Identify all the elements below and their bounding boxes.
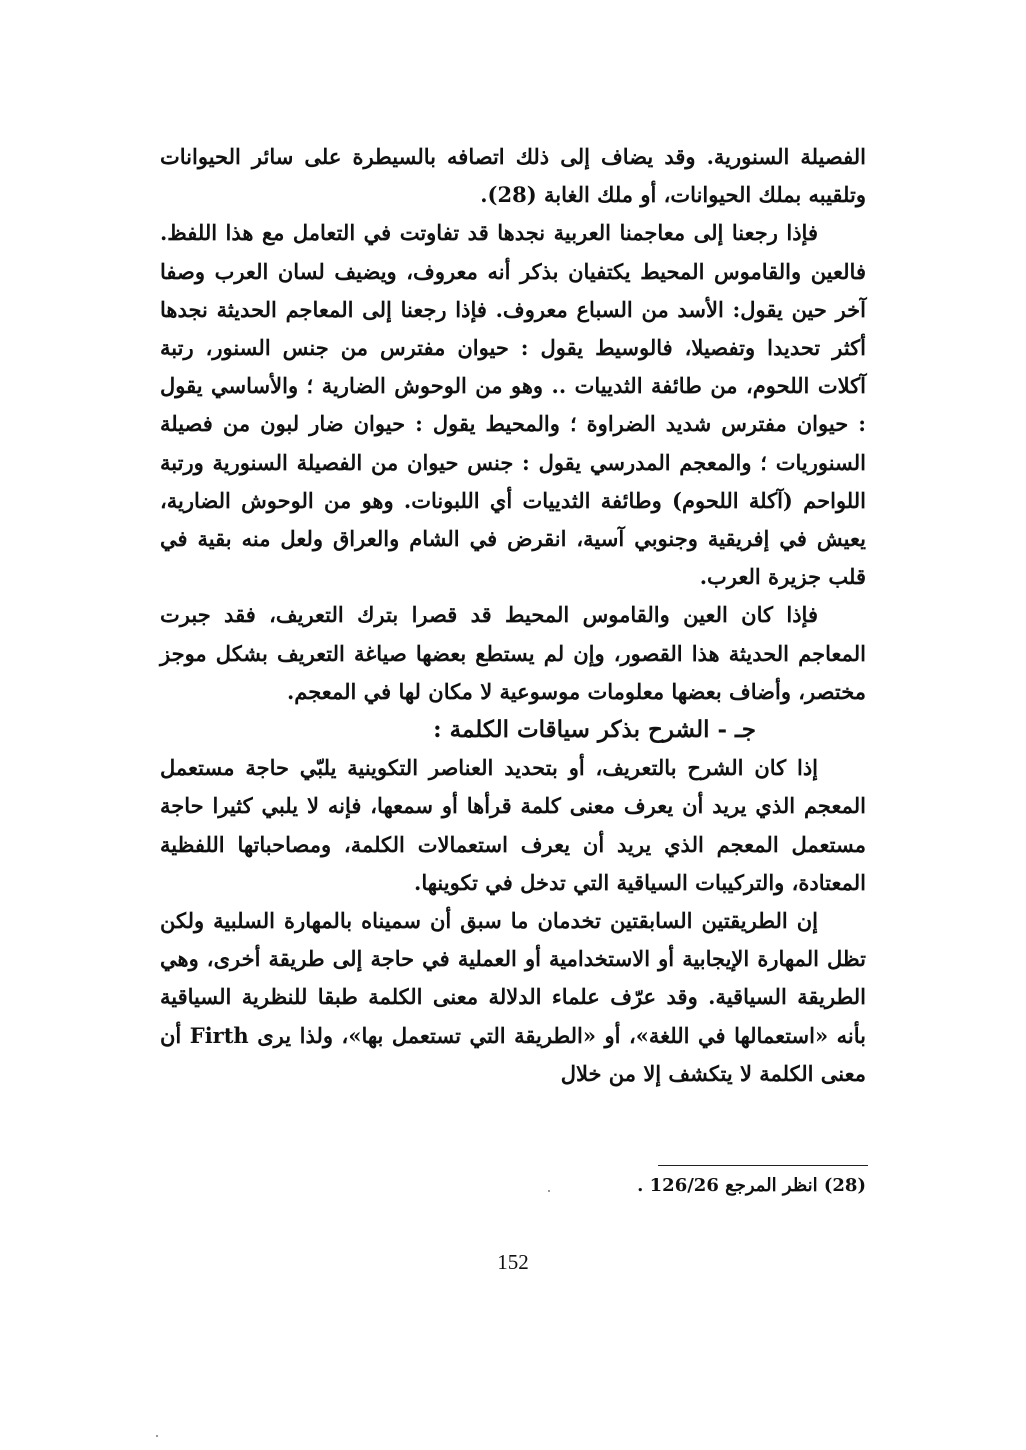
paragraph-3: فإذا كان العين والقاموس المحيط قد قصرا بترك التعريف، فقد جبرت المعاجم الحديثة هذا القصور، وإن لم يستطع بعضها صياغة التعريف بشكل موجز مختصر، وأضاف بعضها معلومات موسوعية لا مكان لها في المعجم.	[160, 602, 866, 704]
paragraph-1: الفصيلة السنورية. وقد يضاف إلى ذلك اتصافه بالسيطرة على سائر الحيوانات وتلقيبه بملك الحيوانات، أو ملك الغابة (28).	[160, 144, 866, 208]
footnote-divider	[658, 1165, 868, 1166]
paragraph-4: إذا كان الشرح بالتعريف، أو بتحديد العناصر التكوينية يلبّي حاجة مستعمل المعجم الذي يريد أن يعرف معنى كلمة قرأها أو سمعها، فإنه لا يلبي كثيرا حاجة مستعمل المعجم الذي يريد أن يعرف استعمالات الكلمة، ومصاحباتها اللفظية المعتادة، والتركيبات السياقية التي تدخل في تكوينها.	[160, 755, 866, 895]
scan-speck	[548, 1190, 550, 1192]
page-number: 152	[497, 1250, 529, 1274]
body-text	[160, 138, 866, 1093]
section-heading: جـ - الشرح بذكر سياقات الكلمة :	[433, 716, 756, 744]
paragraph-2: فإذا رجعنا إلى معاجمنا العربية نجدها قد تفاوتت في التعامل مع هذا اللفظ. فالعين والقاموس المحيط يكتفيان بذكر أنه معروف، ويضيف لسان العرب وصفا آخر حين يقول: الأسد من السباع معروف. فإذا رجعنا إلى المعاجم الحديثة نجدها أكثر تحديدا وتفصيلا، فالوسيط يقول : حيوان مفترس من جنس السنور، رتبة آكلات اللحوم، من طائفة الثدييات .. وهو من الوحوش الضارية ؛ والأساسي يقول : حيوان مفترس شديد الضراوة ؛ والمحيط يقول : حيوان ضار لبون من فصيلة السنوريات ؛ والمعجم المدرسي يقول : جنس حيوان من الفصيلة السنورية ورتبة اللواحم (آكلة اللحوم) وطائفة الثدييات أي اللبونات. وهو من الوحوش الضارية، يعيش في إفريقية وجنوبي آسية، انقرض في الشام والعراق ولعل منه بقية في قلب جزيرة العرب.	[160, 220, 866, 590]
scan-speck	[156, 1435, 158, 1437]
paragraph-5: إن الطريقتين السابقتين تخدمان ما سبق أن سميناه بالمهارة السلبية ولكن تظل المهارة الإيجابية أو الاستخدامية أو العملية في حاجة إلى طريقة أخرى، وهي الطريقة السياقية. وقد عرّف علماء الدلالة معنى الكلمة طبقا للنظرية السياقية بأنه «استعمالها في اللغة»، أو «الطريقة التي تستعمل بها»، ولذا يرى Firth أن معنى الكلمة لا يتكشف إلا من خلال	[160, 908, 866, 1086]
footnote: (28) انظر المرجع 126/26 .	[637, 1175, 866, 1196]
